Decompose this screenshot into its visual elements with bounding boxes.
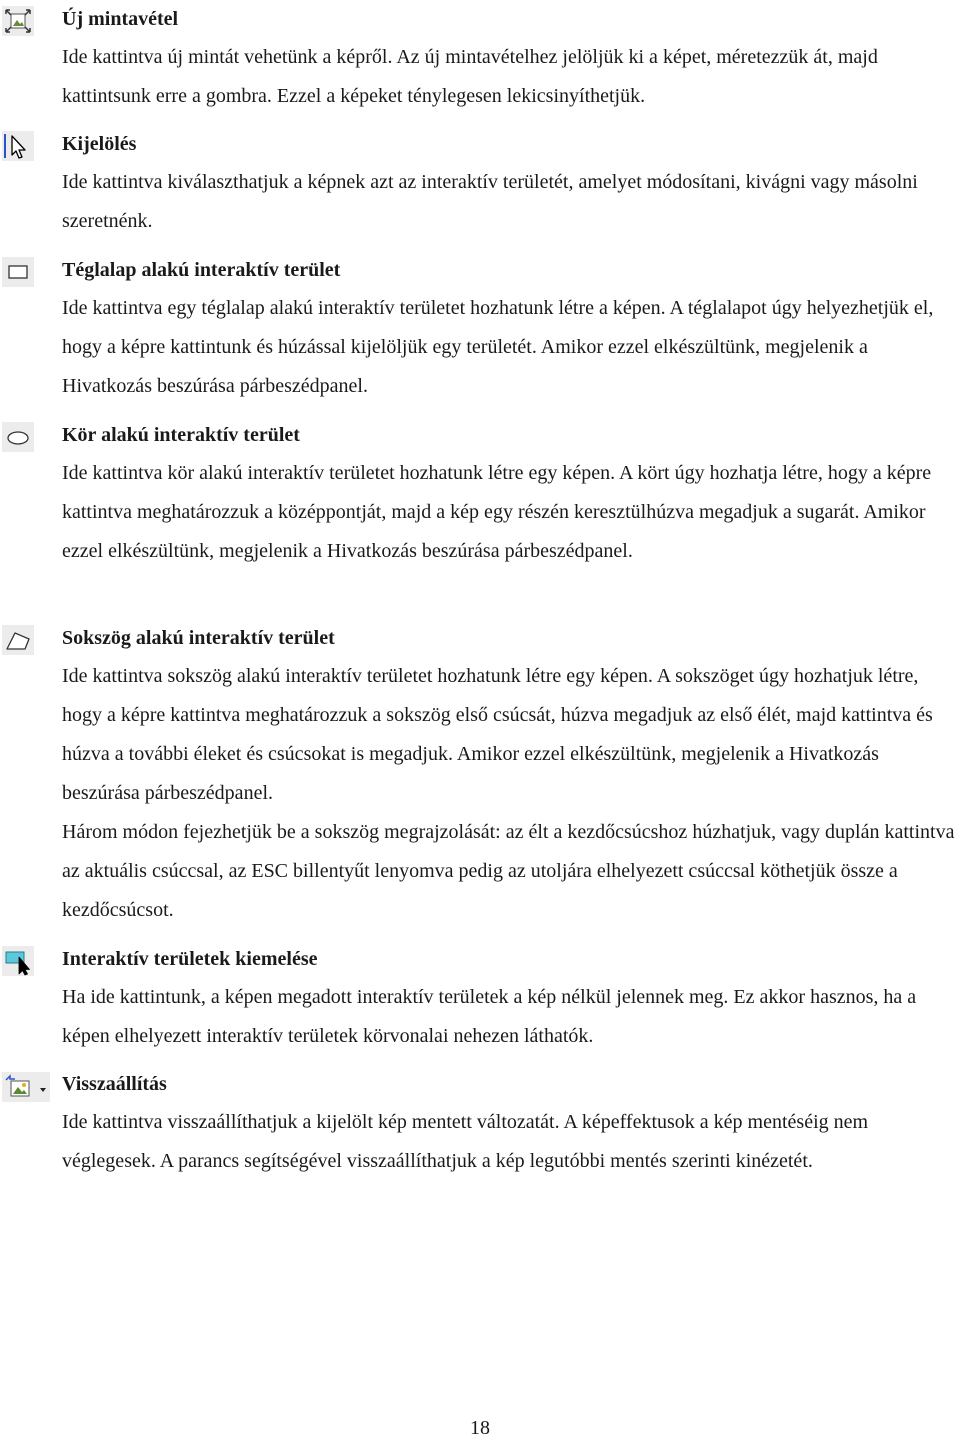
- section-paragraph: Ha ide kattintunk, a képen megadott interaktív területek a kép nélkül jelennek meg. Ez akkor hasznos, ha a képen elhelyezett interaktív területek körvonalai nehezen láthatók.: [62, 986, 917, 1047]
- page-number: 18: [470, 1417, 490, 1439]
- section-heading: Sokszög alakú interaktív terület: [62, 627, 335, 649]
- section-paragraph: Ide kattintva egy téglalap alakú interaktív területet hozhatunk létre a képen. A téglalapot úgy helyezhetjük el, hogy a képre kattintunk és húzással kijelöljük egy területét. Amikor ezzel elkészültünk, megjelenik a Hivatkozás beszúrása párbeszédpanel.: [62, 297, 934, 397]
- section-heading: Visszaállítás: [62, 1073, 167, 1095]
- section-paragraph: Három módon fejezhetjük be a sokszög megrajzolását: az élt a kezdőcsúcshoz húzhatjuk, vagy duplán kattintva az aktuális csúccsal, az ESC billentyűt lenyomva pedig az utoljára elhelyezett csúccsal köthetjük össze a kezdőcsúcsot.: [62, 821, 955, 921]
- reset-image-icon[interactable]: [2, 1072, 50, 1102]
- section-paragraph: Ide kattintva új mintát vehetünk a képről. Az új mintavételhez jelöljük ki a képet, méretezzük át, majd kattintsunk erre a gombra. Ezzel a képeket ténylegesen lekicsinyíthetjük.: [62, 46, 878, 107]
- section-paragraph: Ide kattintva visszaállíthatjuk a kijelölt kép mentett változatát. A képeffektusok a kép mentéséig nem véglegesek. A parancs segítségével visszaállíthatjuk a kép legutóbbi mentés szerinti kinézetét.: [62, 1111, 869, 1172]
- section-heading: Kijelölés: [62, 133, 137, 155]
- highlight-hotspots-icon[interactable]: [2, 946, 34, 976]
- section-paragraph: Ide kattintva sokszög alakú interaktív területet hozhatunk létre egy képen. A sokszöget úgy hozhatjuk létre, hogy a képre kattintva meghatározzuk a sokszög első csúcsát, húzva megadjuk az első élét, majd kattintva és húzva a további éleket és csúcsokat is megadjuk. Amikor ezzel elkészültünk, megjelenik a Hivatkozás beszúrása párbeszédpanel.: [62, 665, 933, 804]
- select-cursor-icon[interactable]: [2, 131, 34, 161]
- section-paragraph: Ide kattintva kiválaszthatjuk a képnek azt az interaktív területét, amelyet módosítani, kivágni vagy másolni szeretnénk.: [62, 171, 918, 232]
- section-heading: Téglalap alakú interaktív terület: [62, 259, 341, 281]
- polygon-hotspot-icon[interactable]: [2, 625, 34, 655]
- rectangle-hotspot-icon[interactable]: [2, 257, 34, 287]
- circle-hotspot-icon[interactable]: [2, 422, 34, 452]
- section-heading: Kör alakú interaktív terület: [62, 424, 300, 446]
- section-heading: Új mintavétel: [62, 8, 179, 30]
- section-heading: Interaktív területek kiemelése: [62, 948, 318, 970]
- section-paragraph: Ide kattintva kör alakú interaktív területet hozhatunk létre egy képen. A kört úgy hozhatja létre, hogy a képre kattintva meghatározzuk a középpontját, majd a kép egy részén keresztülhúzva megadjuk a sugarát. Amikor ezzel elkészültünk, megjelenik a Hivatkozás beszúrása párbeszédpanel.: [62, 462, 932, 562]
- new-sample-icon[interactable]: [2, 6, 34, 36]
